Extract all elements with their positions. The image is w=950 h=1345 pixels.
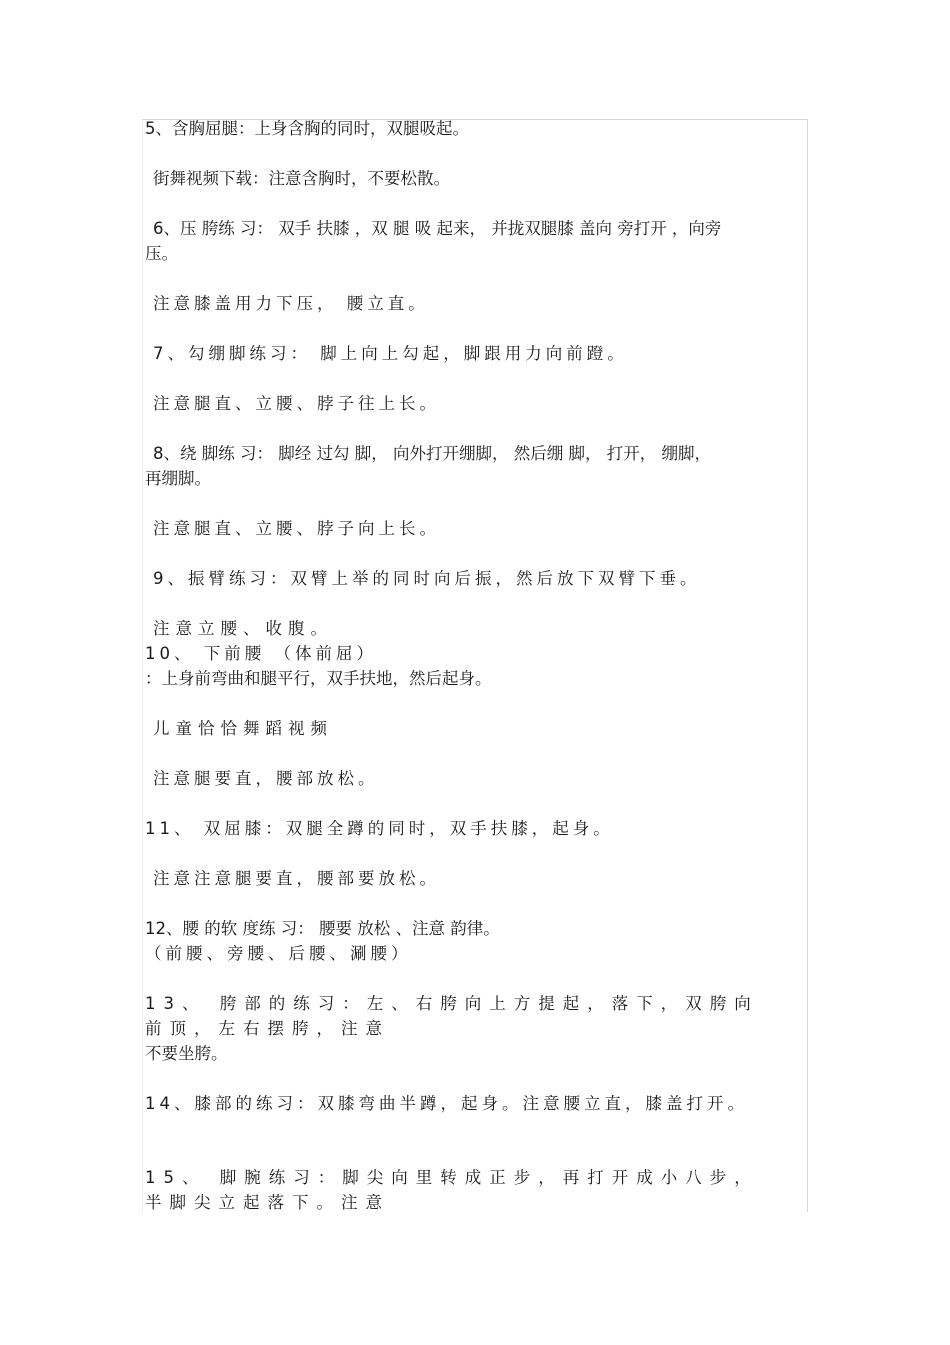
text-line-11-note: 注意注意腿要直，腰部要放松。	[153, 869, 440, 888]
text-line-cha-cha: 儿童恰恰舞蹈视频	[153, 719, 333, 738]
text-line-7: 7、勾绷脚练习： 脚上向上勾起，脚跟用力向前蹬。	[153, 344, 628, 363]
text-line-10-cont: ：上身前弯曲和腿平行，双手扶地，然后起身。	[145, 669, 492, 688]
text-line-8-note: 注意腿直、立腰、脖子向上长。	[153, 519, 440, 538]
text-line-13: 13、 胯部的练习：左、右胯向上方提起，落下，双胯向	[145, 994, 759, 1013]
text-line-6: 6、压 胯练 习： 双手 扶膝 ，双 腿 吸 起来， 并拢双腿膝 盖向 旁打开 ，向旁	[153, 219, 722, 238]
text-line-6-cont: 压。	[145, 244, 178, 263]
text-line-13-end: 不要坐胯。	[145, 1044, 228, 1063]
text-line-12: 12、腰 的软 度练 习： 腰要 放松 、注意 韵律。	[145, 919, 500, 938]
text-line-14: 14、膝部的练习：双膝弯曲半蹲，起身。注意腰立直，膝盖打开。	[145, 1094, 748, 1113]
text-line-13-cont: 前顶，左右摆胯，注意	[145, 1019, 390, 1038]
text-line-street-dance: 街舞视频下载：注意含胸时，不要松散。	[153, 169, 450, 188]
text-line-11: 11、 双屈膝：双腿全蹲的同时，双手扶膝，起身。	[145, 819, 614, 838]
text-line-9: 9、振臂练习：双臂上举的同时向后振，然后放下双臂下垂。	[153, 569, 701, 588]
text-line-6-note: 注意膝盖用力下压， 腰立直。	[153, 294, 429, 313]
text-line-5: 5、含胸屈腿：上身含胸的同时，双腿吸起。	[145, 119, 469, 138]
text-line-15: 15、 脚腕练习：脚尖向里转成正步，再打开成小八步，	[145, 1168, 759, 1187]
text-line-8: 8、绕 脚练 习： 脚经 过勾 脚， 向外打开绷脚， 然后绷 脚， 打开， 绷脚，	[153, 444, 711, 463]
text-line-9-note: 注意立腰、收腹。	[153, 619, 333, 638]
text-line-12-cont: （前腰、旁腰、后腰、涮腰）	[145, 944, 412, 963]
text-line-7-note: 注意腿直、立腰、脖子往上长。	[153, 394, 440, 413]
text-line-8-cont: 再绷脚。	[145, 469, 211, 488]
text-line-15-cont: 半脚尖立起落下。注意	[145, 1193, 390, 1212]
text-line-10-note: 注意腿要直，腰部放松。	[153, 769, 379, 788]
text-line-10: 10、 下前腰 （体前屈）	[145, 644, 377, 663]
